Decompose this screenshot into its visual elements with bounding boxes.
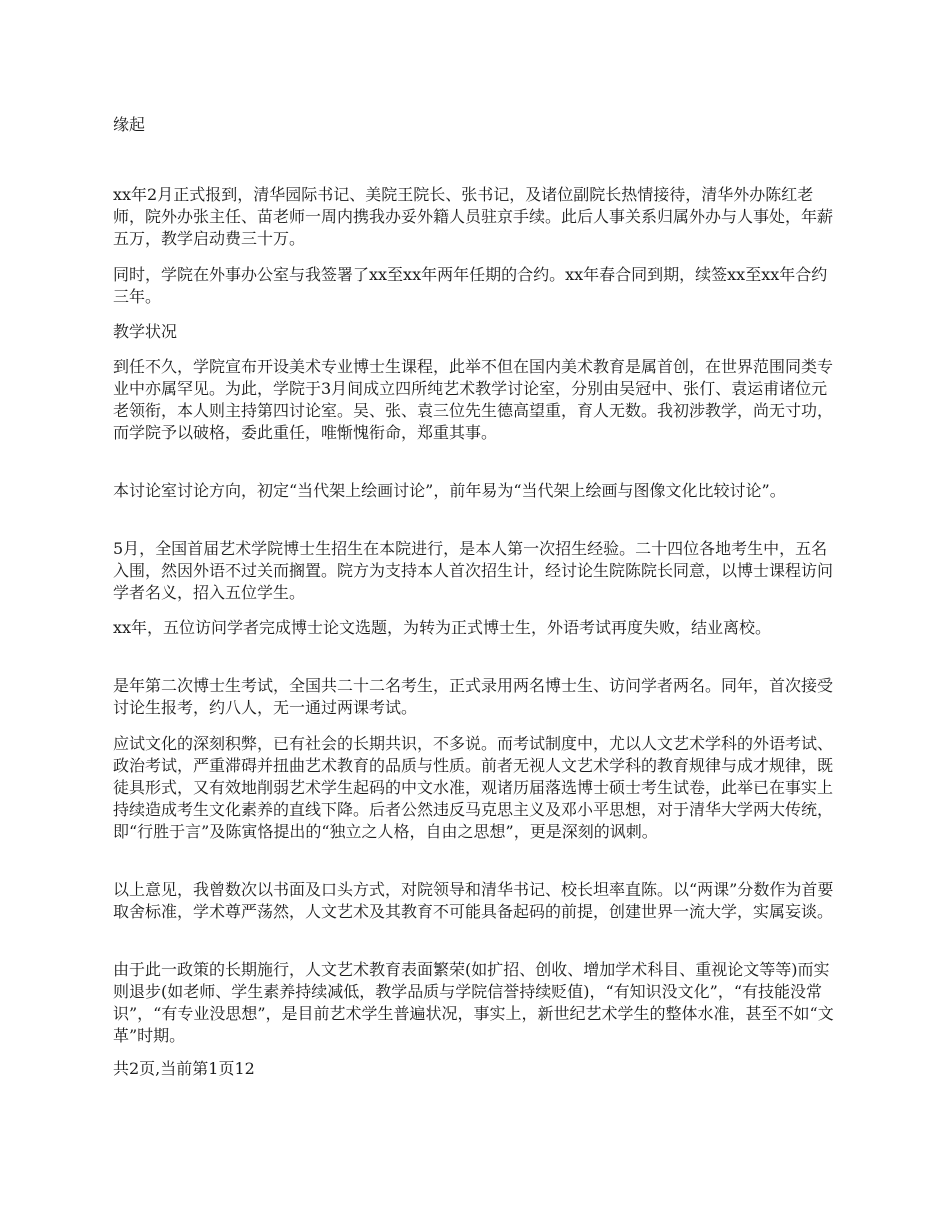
paragraph-visiting-scholars: xx年，五位访问学者完成博士论文选题，为转为正式博士生，外语考试再度失败，结业离校。 (113, 618, 772, 637)
paragraph-opinions: 以上意见，我曾数次以书面及口头方式，对院领导和清华书记、校长坦率直陈。以“两课”分数作为首要取舍标准，学术尊严荡然，人文艺术及其教育不可能具备起码的前提，创建世界一流大学，实属妄谈。 (113, 880, 834, 921)
section-heading-teaching: 教学状况 (113, 322, 178, 341)
paragraph-policy-effects: 由于此一政策的长期施行，人文艺术教育表面繁荣(如扩招、创收、增加学术科目、重视论文等等)而实则退步(如老师、学生素养持续减低，教学品质与学院信誉持续贬值)，“有知识没文化”，“有技能没常识”，“有专业没思想”，是目前艺术学生普遍状况，事实上，新世纪艺术学生的整体水准，甚至不如“文革”时期。 (113, 960, 834, 1045)
document-title: 缘起 (113, 115, 146, 134)
page-footer: 共2页,当前第1页12 (113, 1059, 255, 1078)
paragraph-second-exam: 是年第二次博士生考试，全国共二十二名考生，正式录用两名博士生、访问学者两名。同年，首次接受讨论生报考，约八人，无一通过两课考试。 (113, 676, 834, 717)
paragraph-registration: xx年2月正式报到，清华园际书记、美院王院长、张书记，及诸位副院长热情接待，清华外办陈红老师，院外办张主任、苗老师一周内携我办妥外籍人员驻京手续。此后人事关系归属外办与人事处，年薪五万，教学启动费三十万。 (113, 185, 834, 248)
paragraph-first-enrollment: 5月，全国首届艺术学院博士生招生在本院进行，是本人第一次招生经验。二十四位各地考生中，五名入围，然因外语不过关而搁置。院方为支持本人首次招生计，经讨论生院陈院长同意，以博士课程访问学者名义，招入五位学生。 (113, 539, 834, 602)
paragraph-doctoral-program: 到任不久，学院宣布开设美术专业博士生课程，此举不但在国内美术教育是属首创，在世界范围同类专业中亦属罕见。为此，学院于3月间成立四所纯艺术教学讨论室，分别由吴冠中、张仃、袁运甫诸位元老领衔，本人则主持第四讨论室。吴、张、袁三位先生德高望重，育人无数。我初涉教学，尚无寸功，而学院予以破格，委此重任，唯惭愧衔命，郑重其事。 (113, 357, 834, 442)
paragraph-contract: 同时，学院在外事办公室与我签署了xx至xx年两年任期的合约。xx年春合同到期，续签xx至xx年合约三年。 (113, 265, 828, 306)
paragraph-exam-culture: 应试文化的深刻积弊，已有社会的长期共识，不多说。而考试制度中，尤以人文艺术学科的外语考试、政治考试，严重滞碍并扭曲艺术教育的品质与性质。前者无视人文艺术学科的教育规律与成才规律，既徒具形式，又有效地削弱艺术学生起码的中文水准，观诸历届落选博士硕士考生试卷，此举已在事实上持续造成考生文化素养的直线下降。后者公然违反马克思主义及邓小平思想，对于清华大学两大传统，即“行胜于言”及陈寅恪提出的“独立之人格，自由之思想”，更是深刻的讽刺。 (113, 734, 834, 841)
paragraph-research-direction: 本讨论室讨论方向，初定“当代架上绘画讨论”，前年易为“当代架上绘画与图像文化比较讨论”。 (113, 481, 786, 500)
